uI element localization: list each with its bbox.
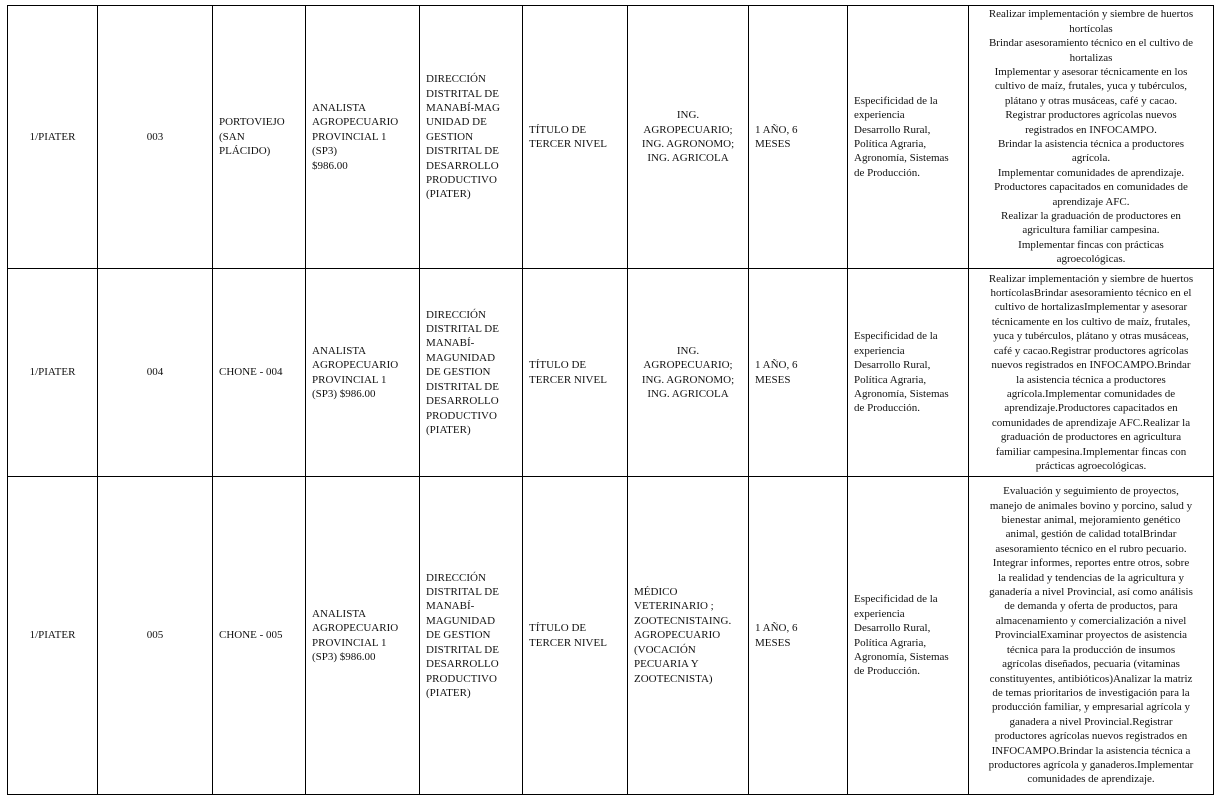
cell-time: 1 AÑO, 6 MESES <box>749 6 848 269</box>
cell-education: TÍTULO DE TERCER NIVEL <box>523 269 628 477</box>
cell-time: 1 AÑO, 6 MESES <box>749 269 848 477</box>
cell-unit: DIRECCIÓN DISTRITAL DE MANABÍ-MAG UNIDAD DE GESTION DISTRITAL DE DESARROLLO PRODUCTIVO (PIATER) <box>420 6 523 269</box>
cell-code: 1/PIATER <box>8 477 98 795</box>
cell-activities: Evaluación y seguimiento de proyectos, manejo de animales bovino y porcino, salud y bienestar animal, mejoramiento genético animal, gestión de calidad totalBrindar asesoramiento técnico en el rubro pecuario. Integrar informes, reportes entre otros, sobre la realidad y tendencias de la agricultura y ganadería a nivel Provincial, así como análisis de demanda y oferta de productos, para almacenamiento y comercialización a nivel ProvincialExaminar proyectos de asistencia técnica para la producción de insumos agrícolas diseñados, pecuaria (vitaminas constituyentes, antibióticos)Analizar la matriz de temas prioritarios de investigación para la producción familiar, y empresarial agrícola y ganadera a nivel Provincial.Registrar productores agrícolas nuevos registrados en INFOCAMPO.Brindar la asistencia técnica a productores agrícola y ganaderos.Implementar comunidades de aprendizaje. <box>969 477 1214 795</box>
cell-time: 1 AÑO, 6 MESES <box>749 477 848 795</box>
cell-titles: MÉDICO VETERINARIO ; ZOOTECNISTAING. AGROPECUARIO (VOCACIÓN PECUARIA Y ZOOTECNISTA) <box>628 477 749 795</box>
table-row <box>8 477 1214 795</box>
cell-unit: DIRECCIÓN DISTRITAL DE MANABÍ- MAGUNIDAD DE GESTION DISTRITAL DE DESARROLLO PRODUCTIVO (PIATER) <box>420 477 523 795</box>
cell-titles: ING. AGROPECUARIO; ING. AGRONOMO; ING. AGRICOLA <box>628 6 749 269</box>
cell-code: 1/PIATER <box>8 269 98 477</box>
cell-position: ANALISTA AGROPECUARIO PROVINCIAL 1 (SP3) $986.00 <box>306 477 420 795</box>
cell-number: 004 <box>98 269 213 477</box>
cell-experience: Especificidad de la experiencia Desarrollo Rural, Política Agraria, Agronomía, Sistemas de Producción. <box>848 6 969 269</box>
cell-number: 005 <box>98 477 213 795</box>
cell-experience: Especificidad de la experiencia Desarrollo Rural, Política Agraria, Agronomía, Sistemas de Producción. <box>848 269 969 477</box>
cell-code: 1/PIATER <box>8 6 98 269</box>
cell-titles: ING. AGROPECUARIO; ING. AGRONOMO; ING. AGRICOLA <box>628 269 749 477</box>
cell-location: CHONE - 004 <box>213 269 306 477</box>
cell-experience: Especificidad de la experiencia Desarrollo Rural, Política Agraria, Agronomía, Sistemas de Producción. <box>848 477 969 795</box>
cell-position: ANALISTA AGROPECUARIO PROVINCIAL 1 (SP3) $986.00 <box>306 6 420 269</box>
table-row <box>8 6 1214 269</box>
positions-table <box>7 5 1214 795</box>
cell-position: ANALISTA AGROPECUARIO PROVINCIAL 1 (SP3) $986.00 <box>306 269 420 477</box>
cell-location: CHONE - 005 <box>213 477 306 795</box>
cell-location: PORTOVIEJO (SAN PLÁCIDO) <box>213 6 306 269</box>
cell-unit: DIRECCIÓN DISTRITAL DE MANABÍ- MAGUNIDAD DE GESTION DISTRITAL DE DESARROLLO PRODUCTIVO (PIATER) <box>420 269 523 477</box>
table-row <box>8 269 1214 477</box>
cell-education: TÍTULO DE TERCER NIVEL <box>523 6 628 269</box>
cell-activities: Realizar implementación y siembre de huertos hortícolasBrindar asesoramiento técnico en el cultivo de hortalizasImplementar y asesorar técnicamente en los cultivo de maíz, frutales, yuca y tubérculos, plátano y otras musáceas, café y cacao.Registrar productores agrícolas nuevos registrados en INFOCAMPO.Brindar la asistencia técnica a productores agrícola.Implementar comunidades de aprendizaje.Productores capacitados en comunidades de aprendizaje AFC.Realizar la graduación de productores en agricultura familiar campesina.Implementar fincas con prácticas agroecológicas. <box>969 269 1214 477</box>
cell-activities: Realizar implementación y siembre de huertos hortícolas Brindar asesoramiento técnico en el cultivo de hortalizas Implementar y asesorar técnicamente en los cultivo de maíz, frutales, yuca y tubérculos, plátano y otras musáceas, café y cacao. Registrar productores agrícolas nuevos registrados en INFOCAMPO. Brindar la asistencia técnica a productores agrícola. Implementar comunidades de aprendizaje. Productores capacitados en comunidades de aprendizaje AFC. Realizar la graduación de productores en agricultura familiar campesina. Implementar fincas con prácticas agroecológicas. <box>969 6 1214 269</box>
cell-education: TÍTULO DE TERCER NIVEL <box>523 477 628 795</box>
cell-number: 003 <box>98 6 213 269</box>
